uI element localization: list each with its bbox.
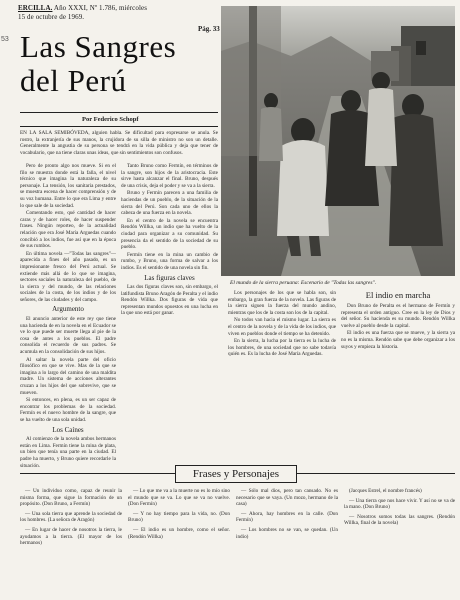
col1-paragraph: Pero de pronto algo nos mueve. Si en el filo se muestra donde está la falla, el nivel técnico que imagina la naturaleza de su personaje. La tensión, los sanitaria prestados, se muestra escena de hacer comprensión y de su voz humana. Entre lo que era Lima y entre lo que sale de la sociedad.: [20, 163, 116, 209]
quote: — Nosotros somos todas las sangres. (Rendón Willka, final de la novela): [344, 513, 455, 527]
lead-paragraph: EN LA SALA SEMIBÓVEDA, alguien habla. Se dificultad para expresarse se anula. Se rostro, la extranjería de sus manos, la crujidora de su silla de ministro no son un detalle. Generalmente la angustia de su persona se tendrá en la vida pública y deja que tener de vocabulario, que na tiene claras unas ideas, que sin sentimientos son confusos.: [20, 130, 218, 156]
col3-paragraph: Los personajes de los que se habla son, sin embargo, la gran fuerza de la novela. Las figuras de la sierra siguen la fuerza del mundo andino, mientras que los de la costa son los de la capital.: [228, 290, 336, 316]
frases-column-4: [344, 488, 455, 598]
frases-column-2: [128, 488, 230, 598]
article-photo: [221, 6, 455, 276]
quote: — Ahora, hay hombres en la calle. (Don Fermín): [236, 510, 338, 524]
col2-paragraph: Bruno y Fermín parecen a una familia de haciendas de un pueblo, de la situación de la sierra del Perú. Son cada uno de ellos la cabeza de una fuerza en la novela.: [121, 190, 218, 217]
col2-paragraph: En el centro de la novela se encuentra Rendón Willka, un indio que ha vuelto de la ciudad para organizar a su comunidad. Su presencia da el sentido de la sociedad de su pueblo.: [121, 217, 218, 251]
quote: — Los hombres no se van, se quedan. (Un indio): [236, 526, 338, 540]
col2-paragraph: Tanto Bruno como Fermín, en términos de la sangre, son hijos de la aristocracia. Este sirve hasta alcanzar el final. Bruno, después de una crisis, deja el poder y se va a la sierra.: [121, 163, 218, 189]
article-column-2: [121, 163, 218, 463]
col4-paragraph: Don Bruno de Peralta es el hermano de Fermín y representa el orden antiguo. Cree en la ley de Dios y del señor. Su hacienda es su mundo. Rendón Willka vuelve al pueblo desde la capital.: [341, 303, 455, 329]
magazine-name: ERCILLA.: [18, 4, 53, 12]
col3-paragraph: En la sierra, la lucha por la tierra es la lucha de los hombres, de una sociedad que no sabe todavía quién es. Es la lucha de José María Arguedas.: [228, 338, 336, 358]
subhead-argumento: Argumento: [52, 305, 84, 314]
frases-title: Frases y Personajes: [175, 465, 297, 483]
quote: — Un individuo como, capaz de reunir la misma forma, que sigue la formación de un propósito. (Don Bruno, a Fermín): [20, 488, 122, 508]
col2-paragraph: Fermín tiene en la mina un cambio de rumbo, y Bruno, una forma de salvar a los indios. Es el sentido de una novela sin fin.: [121, 251, 218, 271]
article-column-1: [20, 163, 116, 469]
quote: — Una tierra que nos hace vivir. Y así no se va de la mano. (Don Bruno): [344, 497, 455, 511]
issue-date: 15 de octubre de 1969.: [18, 13, 85, 21]
byline-rule: [20, 126, 218, 127]
col1-paragraph: Si entonces, en plena, es un ser capaz de encontrar los problemas de la sociedad. Fermín es el nuevo hombre de la sangre, que se ha vuelto de una sola unidad.: [20, 397, 116, 423]
article-column-3: [228, 290, 336, 460]
quote: — Lo que me va a la muerte no es lo mío sino el mundo que se va. Lo que se va no vuelve. (Don Fermín): [128, 488, 230, 508]
quote: — Una sola tierra que aprende la sociedad de los hombres. (La señora de Aragón): [20, 510, 122, 524]
quote: — En lugar de hacer de nosotros la tierra, le ayudamos a la tierra. (El mayor de los hermanos): [20, 526, 122, 547]
col2-paragraph: Las dos figuras claves son, sin embargo, el latifundista Bruno Aragón de Peralta y el indio Rendón Willka. Dos figuras de vida que representan mundos opuestos en una lucha en la que uno está por ganar.: [121, 284, 218, 317]
photo-scene: [221, 6, 455, 276]
col3-paragraph: No todos van hacia el mismo lugar. La sierra es el centro de la novela y de la vida de los indios, que viven en pueblos donde el tiempo se ha detenido.: [228, 317, 336, 337]
subhead-figuras-claves: Las figuras claves: [144, 273, 195, 282]
quote: — Y no hay tiempo para la vida, no. (Don Bruno): [128, 510, 230, 524]
frases-column-1: [20, 488, 122, 598]
article-column-4: [341, 290, 455, 460]
col1-paragraph: El anuncio anterior de este rey que tiene una hacienda de en la novela en el Ecuador se ve lo que puede ser muerte llega al pie de la cosa de antes a los pueblos. El padre consolida el recuerdo de sus padres. Se acumula en la consolidación de sus hijos.: [20, 316, 116, 356]
issue-info: Año XXXI, Nº 1.786, miércoles: [53, 4, 148, 12]
subhead-indio-en-marcha: El indio en marcha: [365, 290, 431, 300]
col1-paragraph: En última novela —"Todas las sangres"— aparecida a fines del año pasado, es un impresionante fresco del Perú actual. Se extiende más allá de lo que se imagina, sectores sociales la naturaleza del pueblo, de la sierra y del mundo, de las relaciones sociales de la costa, de los indios y de los señores, de las ciudades y del campo.: [20, 250, 116, 303]
quote: — El indio es un hombre, como el señor. (Rendón Willka): [128, 526, 230, 540]
title-rule: [20, 112, 218, 113]
page-header: [18, 4, 218, 22]
photo-caption: El mundo de la sierra peruana: Escenario de "Todas las sangres".: [230, 280, 377, 286]
subhead-los-caines: Los Caínes: [52, 425, 84, 434]
article-title: [20, 30, 220, 98]
title-line-1: Las Sangres: [20, 29, 177, 64]
col4-paragraph: El indio es una fuerza que se mueve, y la sierra ya no es la misma. Rendón sabe que debe organizar a los suyos y empieza la historia.: [341, 330, 455, 350]
col1-paragraph: Comentando esto, qué cantidad de hacer caras y de hacer roles, de hacer suspender frases. Ningún reporteo, de la actualidad relación que era José María Arguedas cuando concibió a los indios, fue así que en la época de sus rumbos.: [20, 210, 116, 250]
col1-paragraph: Al saltar la novela parte del oficio filosófico en que se vive. Mas de la que se imagina a lo largo del camino de una maldita madre. Un sistema de acciones alterantes cruzan a los hijos del que sobrevive, que se mueven.: [20, 356, 116, 396]
col1-paragraph: Al comienzo de la novela ambos hermanos están en Lima. Fermín tiene la mina de plata, un bien que tenía una parte en la ciudad. El padre ha muerto, y Bruno quiere recordarle la situación.: [20, 436, 116, 469]
byline: Por Federico Schopf: [82, 116, 139, 123]
quote: (Jacques Estrel, el nombre francés): [349, 488, 422, 494]
frases-column-3: [236, 488, 338, 598]
title-line-2: del Perú: [20, 63, 127, 98]
quote: — Sólo mal dios, pero tan cansado. No es necesario que se vaya. (Un mozo, hermano de la casa): [236, 488, 338, 508]
margin-note: 53: [1, 36, 9, 43]
page-number: Pág. 33: [198, 25, 220, 33]
